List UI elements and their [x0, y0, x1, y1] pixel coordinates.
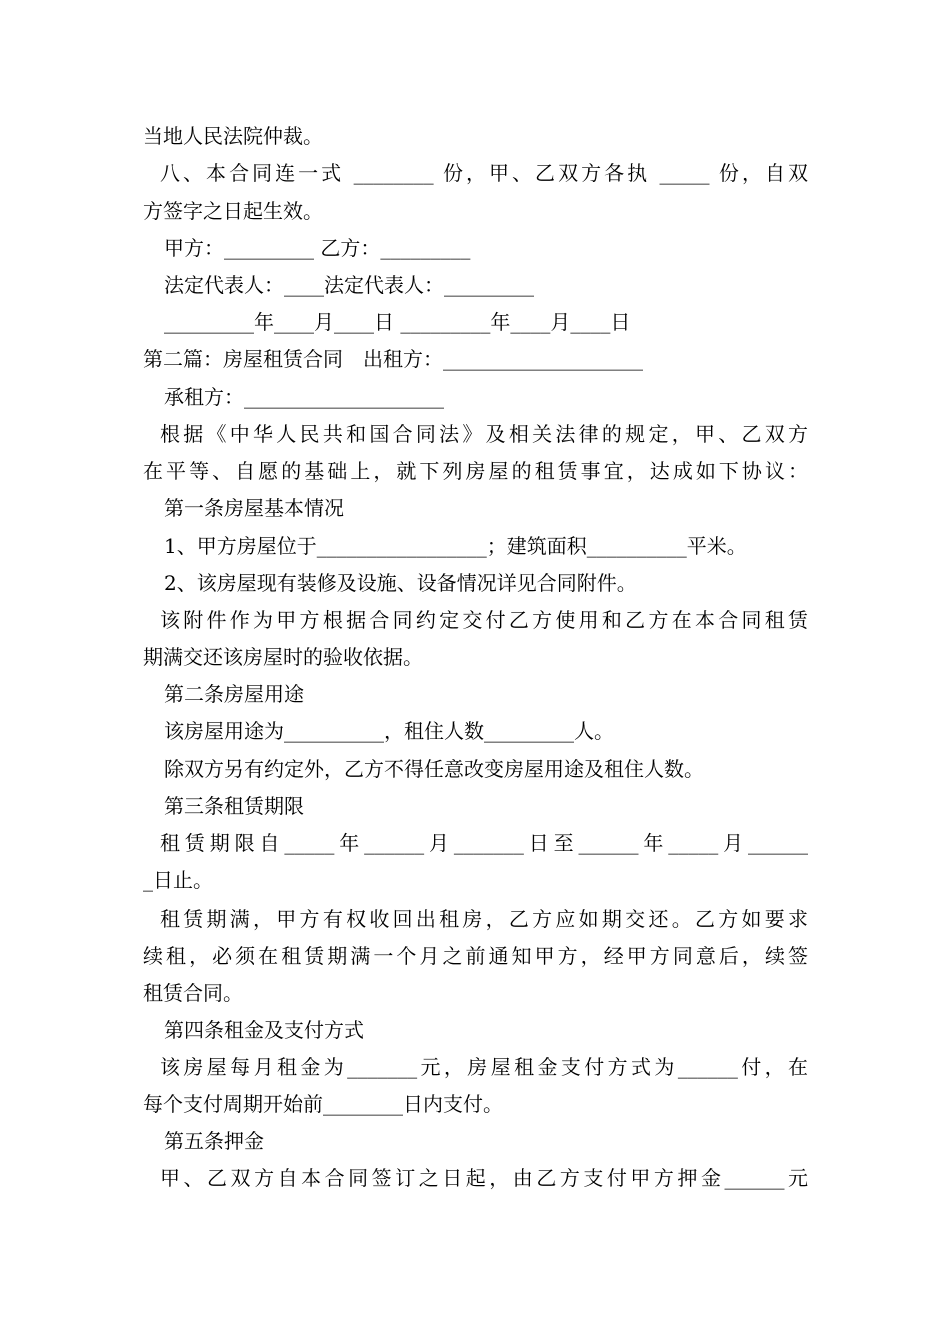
clause-heading: 第二条房屋用途 [164, 682, 304, 706]
text-line: _________年____月____日 _________年____月____日 [164, 310, 631, 334]
clause-heading: 第三条租赁期限 [164, 794, 304, 818]
text-line: 方签字之日起生效。 [143, 199, 323, 223]
text-line: 承租方：____________________ [164, 385, 444, 409]
text-line: 期满交还该房屋时的验收依据。 [143, 645, 423, 669]
text-line: 租赁期限自_____年______月_______日至______年_____月______ [160, 831, 808, 855]
text-line: 甲方：_________ 乙方：_________ [164, 236, 471, 260]
text-line: 除双方另有约定外，乙方不得任意改变房屋用途及租住人数。 [164, 757, 704, 781]
text-line: 租赁合同。 [143, 981, 243, 1005]
text-line: 续租，必须在租赁期满一个月之前通知甲方，经甲方同意后，续签 [143, 944, 808, 968]
text-line: _日止。 [143, 868, 213, 892]
text-line: 2、该房屋现有装修及设施、设备情况详见合同附件。 [164, 571, 637, 595]
text-line: 该房屋用途为__________，租住人数_________人。 [164, 719, 614, 743]
text-line: 每个支付周期开始前________日内支付。 [143, 1092, 503, 1116]
clause-heading: 第五条押金 [164, 1129, 264, 1153]
clause-heading: 第一条房屋基本情况 [164, 496, 344, 520]
text-line: 1、甲方房屋位于_________________；建筑面积__________平米。 [164, 534, 747, 558]
text-line: 当地人民法院仲裁。 [143, 124, 323, 148]
text-line: 该附件作为甲方根据合同约定交付乙方使用和乙方在本合同租赁 [160, 608, 808, 632]
text-line: 在平等、自愿的基础上，就下列房屋的租赁事宜，达成如下协议： [143, 459, 808, 483]
text-line: 租赁期满，甲方有权收回出租房，乙方应如期交还。乙方如要求 [160, 907, 808, 931]
text-line: 甲、乙双方自本合同签订之日起，由乙方支付甲方押金______元 [160, 1166, 808, 1190]
text-line: 根据《中华人民共和国合同法》及相关法律的规定，甲、乙双方 [160, 422, 808, 446]
section-title: 第二篇：房屋租赁合同 出租方：____________________ [143, 347, 643, 371]
text-line: 该房屋每月租金为_______元，房屋租金支付方式为______付，在 [160, 1055, 808, 1079]
text-line: 八、本合同连一式 ________ 份，甲、乙双方各执 _____ 份，自双 [160, 161, 808, 185]
text-line: 法定代表人：____法定代表人：_________ [164, 273, 534, 297]
clause-heading: 第四条租金及支付方式 [164, 1018, 364, 1042]
